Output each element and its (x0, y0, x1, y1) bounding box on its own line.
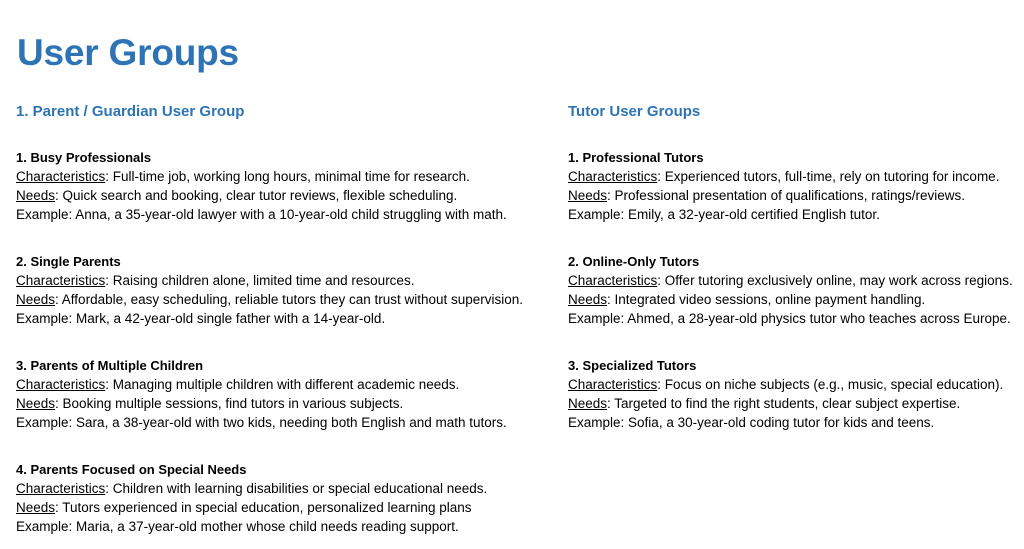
label-separator: : (607, 292, 615, 307)
characteristics-value: Managing multiple children with different academic needs. (112, 377, 460, 392)
needs-line (16, 186, 546, 205)
label-separator: : (68, 311, 77, 326)
example-value: Mark, a 42-year-old single father with a 14-year-old. (76, 311, 386, 326)
characteristics-line (568, 375, 1018, 394)
characteristics-line (568, 167, 1018, 186)
column-tutor (568, 103, 1018, 432)
label-separator: : (620, 207, 629, 222)
block-list-left (16, 148, 546, 536)
label-separator: : (657, 169, 665, 184)
example-value: Emily, a 32-year-old certified English tutor. (628, 207, 880, 222)
needs-label: Needs (16, 292, 56, 307)
user-group-title: 3. Specialized Tutors (568, 358, 697, 373)
example-line (16, 205, 546, 224)
user-group-title: 2. Single Parents (16, 254, 121, 269)
label-separator: : (607, 396, 615, 411)
label-separator: : (620, 415, 629, 430)
example-value: Sofia, a 30-year-old coding tutor for kids and teens. (628, 415, 935, 430)
column-heading-parent-guardian: 1. Parent / Guardian User Group (16, 103, 245, 120)
user-group-block (16, 460, 546, 536)
label-separator: : (657, 273, 665, 288)
user-group-block (16, 252, 546, 328)
example-value: Anna, a 35-year-old lawyer with a 10-year-old child struggling with math. (75, 207, 507, 222)
label-separator: : (55, 292, 62, 307)
needs-value: Integrated video sessions, online payment handling. (614, 292, 926, 307)
user-group-block (16, 356, 546, 432)
needs-value: Quick search and booking, clear tutor reviews, flexible scheduling. (62, 188, 458, 203)
example-line (568, 413, 1018, 432)
characteristics-line (16, 375, 546, 394)
label-separator: : (657, 377, 665, 392)
needs-value: Booking multiple sessions, find tutors in various subjects. (62, 396, 404, 411)
example-label: Example (16, 415, 69, 430)
example-label: Example (568, 207, 621, 222)
example-label: Example (568, 415, 621, 430)
column-heading-tutor: Tutor User Groups (568, 103, 701, 120)
needs-line (568, 186, 1018, 205)
label-separator: : (620, 311, 628, 326)
example-line (568, 205, 1018, 224)
needs-label: Needs (16, 396, 56, 411)
label-separator: : (55, 396, 63, 411)
needs-label: Needs (16, 188, 56, 203)
characteristics-line (16, 479, 546, 498)
characteristics-label: Characteristics (16, 273, 106, 288)
needs-label: Needs (568, 292, 608, 307)
example-value: Ahmed, a 28-year-old physics tutor who teaches across Europe. (627, 311, 1011, 326)
needs-value: Professional presentation of qualifications, ratings/reviews. (614, 188, 965, 203)
label-separator: : (68, 415, 77, 430)
label-separator: : (68, 207, 76, 222)
needs-label: Needs (16, 500, 56, 515)
label-separator: : (105, 377, 113, 392)
block-list-right (568, 148, 1018, 432)
example-label: Example (16, 519, 69, 534)
label-separator: : (55, 500, 63, 515)
characteristics-label: Characteristics (16, 481, 106, 496)
needs-value: Affordable, easy scheduling, reliable tutors they can trust without supervision. (61, 292, 524, 307)
characteristics-value: Focus on niche subjects (e.g., music, special education). (664, 377, 1004, 392)
characteristics-value: Experienced tutors, full-time, rely on tutoring for income. (664, 169, 1000, 184)
characteristics-label: Characteristics (568, 169, 658, 184)
user-group-block (568, 148, 1018, 224)
example-value: Maria, a 37-year-old mother whose child needs reading support. (76, 519, 459, 534)
user-group-title: 1. Busy Professionals (16, 150, 152, 165)
characteristics-line (568, 271, 1018, 290)
characteristics-label: Characteristics (568, 273, 658, 288)
label-separator: : (105, 169, 113, 184)
example-label: Example (16, 207, 69, 222)
needs-value: Targeted to find the right students, clear subject expertise. (614, 396, 961, 411)
user-group-title: 4. Parents Focused on Special Needs (16, 462, 247, 477)
label-separator: : (68, 519, 77, 534)
example-label: Example (16, 311, 69, 326)
example-line (568, 309, 1018, 328)
characteristics-value: Children with learning disabilities or special educational needs. (112, 481, 488, 496)
characteristics-label: Characteristics (568, 377, 658, 392)
characteristics-label: Characteristics (16, 377, 106, 392)
example-value: Sara, a 38-year-old with two kids, needing both English and math tutors. (76, 415, 507, 430)
user-group-block (568, 356, 1018, 432)
needs-line (568, 394, 1018, 413)
example-label: Example (568, 311, 621, 326)
needs-line (16, 290, 546, 309)
needs-label: Needs (568, 188, 608, 203)
label-separator: : (55, 188, 63, 203)
needs-line (16, 498, 546, 517)
user-group-block (568, 252, 1018, 328)
needs-line (568, 290, 1018, 309)
page-title: User Groups (17, 32, 239, 73)
column-parent-guardian (16, 103, 546, 536)
label-separator: : (607, 188, 615, 203)
label-separator: : (105, 273, 113, 288)
user-group-title: 1. Professional Tutors (568, 150, 704, 165)
needs-value: Tutors experienced in special education, personalized learning plans (62, 500, 472, 515)
label-separator: : (105, 481, 113, 496)
needs-label: Needs (568, 396, 608, 411)
needs-line (16, 394, 546, 413)
example-line (16, 517, 546, 536)
characteristics-value: Offer tutoring exclusively online, may work across regions. (664, 273, 1013, 288)
user-group-title: 3. Parents of Multiple Children (16, 358, 204, 373)
example-line (16, 309, 546, 328)
characteristics-line (16, 271, 546, 290)
example-line (16, 413, 546, 432)
user-group-title: 2. Online-Only Tutors (568, 254, 700, 269)
characteristics-line (16, 167, 546, 186)
characteristics-value: Raising children alone, limited time and resources. (112, 273, 415, 288)
user-group-block (16, 148, 546, 224)
characteristics-label: Characteristics (16, 169, 106, 184)
characteristics-value: Full-time job, working long hours, minimal time for research. (112, 169, 470, 184)
